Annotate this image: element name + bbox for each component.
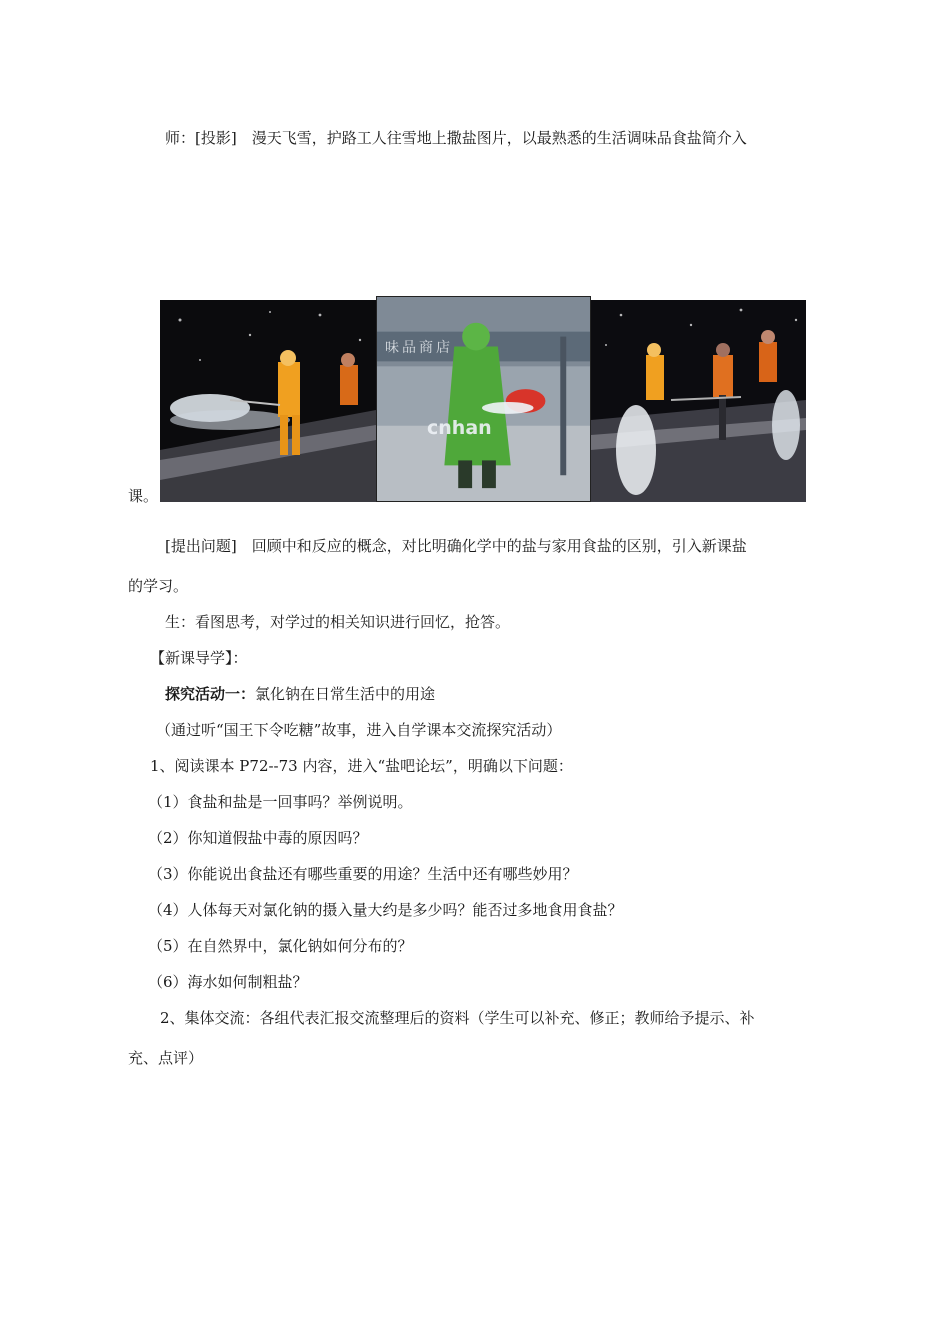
student-response: 生：看图思考，对学过的相关知识进行回忆，抢答。 bbox=[165, 613, 511, 631]
activity-note: （通过听“国王下令吃糖”故事，进入自学课本交流探究活动） bbox=[156, 721, 562, 739]
activity-heading bbox=[165, 684, 435, 704]
question-line-2: 的学习。 bbox=[128, 577, 189, 595]
step-1: 1、阅读课本 P72--73 内容，进入“盐吧论坛”，明确以下问题： bbox=[150, 757, 573, 775]
question-item-4: （4）人体每天对氯化钠的摄入量大约是多少吗？能否过多地食用食盐？ bbox=[148, 901, 623, 919]
question-item-3: （3）你能说出食盐还有哪些重要的用途？生活中还有哪些妙用？ bbox=[148, 865, 578, 883]
activity-label: 探究活动一： bbox=[165, 685, 256, 703]
question-item-6: （6）海水如何制粗盐？ bbox=[148, 973, 308, 991]
photo-strip bbox=[160, 296, 806, 502]
intro-line-1: 师：[投影] 漫天飞雪，护路工人往雪地上撒盐图片，以最熟悉的生活调味品食盐简介入 bbox=[165, 129, 747, 147]
photo-left-worker-spreading-salt bbox=[160, 300, 376, 502]
photo-center-worker-green-raincoat bbox=[376, 296, 591, 502]
photo-watermark: cnhan bbox=[427, 417, 492, 439]
activity-title: 氯化钠在日常生活中的用途 bbox=[255, 685, 436, 703]
question-item-2: （2）你知道假盐中毒的原因吗？ bbox=[148, 829, 368, 847]
intro-line-2: 课。 bbox=[128, 487, 159, 505]
question-item-5: （5）在自然界中，氯化钠如何分布的？ bbox=[148, 937, 413, 955]
step-2-line-2: 充、点评） bbox=[128, 1049, 204, 1067]
step-2-line-1: 2、集体交流：各组代表汇报交流整理后的资料（学生可以补充、修正；教师给予提示、补 bbox=[160, 1009, 755, 1027]
section-title: 【新课导学】： bbox=[150, 649, 248, 667]
photo-right-workers-at-night bbox=[591, 300, 806, 502]
question-line-1: [提出问题] 回顾中和反应的概念，对比明确化学中的盐与家用食盐的区别，引入新课盐 bbox=[165, 537, 747, 555]
question-item-1: （1）食盐和盐是一回事吗？举例说明。 bbox=[148, 793, 413, 811]
photo-sign-text: 味品商店 bbox=[385, 340, 453, 356]
